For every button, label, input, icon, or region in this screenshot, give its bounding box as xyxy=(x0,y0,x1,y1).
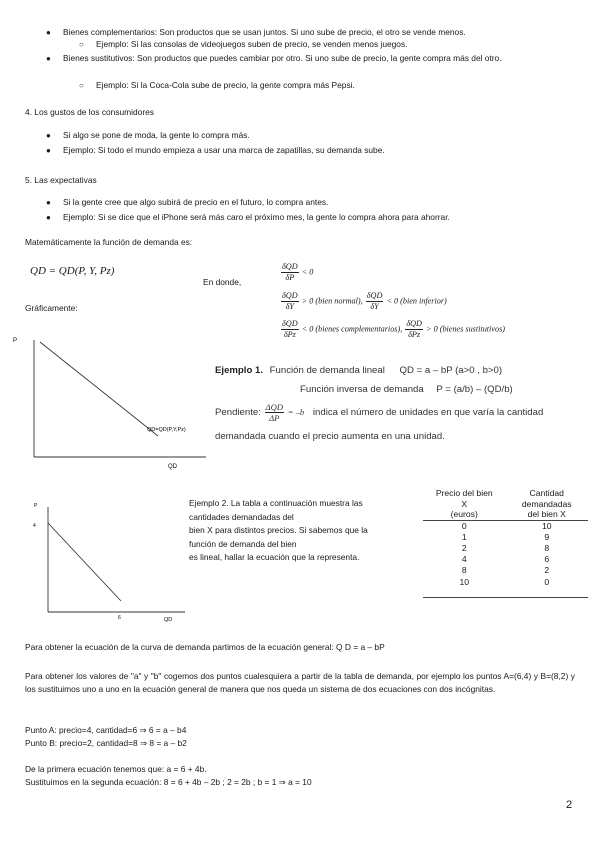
graph2-y-mark: 4 xyxy=(33,523,36,529)
primera-ecuacion: De la primera ecuación tenemos que: a = 6 + 4b. xyxy=(25,764,207,774)
header-price: Precio del bien X (euros) xyxy=(435,488,493,519)
demand-function: QD = QD(P, Y, Pz) xyxy=(30,265,115,277)
bullet-dot-icon: ● xyxy=(46,146,51,155)
section-5-item: Si la gente cree que algo subirá de precio en el futuro, lo compra antes. xyxy=(63,197,329,207)
ejemplo1-line3: Pendiente: $\frac{\text{ΔQD}}{\Delta P}$ = –b indica el número de unidades en que varía la cantidad xyxy=(215,402,544,423)
table-row: 4 6 xyxy=(461,554,550,565)
section-4-item: Si algo se pone de moda, la gente lo compra más. xyxy=(63,130,250,140)
punto-a: Punto A: precio=4, cantidad=6 ⇒ 6 = a – b4 xyxy=(25,725,187,735)
demand-curve xyxy=(48,523,121,601)
sub-bullet-circle-icon: ○ xyxy=(79,81,84,90)
demand-curve xyxy=(40,342,158,436)
bullet-dot-icon: ● xyxy=(46,54,51,63)
table-row: 8 2 xyxy=(461,565,550,576)
graph1-curve-label: QD=QD(P,Y,Pz) xyxy=(147,427,186,433)
table-row: 2 8 xyxy=(461,542,550,553)
section-5-title: 5. Las expectativas xyxy=(25,175,97,185)
condition-price: $\frac{\text{δQD}}{\delta P}$ < 0 xyxy=(282,262,314,282)
ejemplo1-line2: Función inversa de demanda P = (a/b) – (QD/b) xyxy=(300,384,513,395)
graph2-x-mark: 6 xyxy=(118,615,121,621)
graph1-x-label: QD xyxy=(168,464,177,470)
section-4-title: 4. Los gustos de los consumidores xyxy=(25,107,154,117)
condition-income: $\frac{\text{δQD}}{\delta Y}$ > 0 (bien normal), $\frac{\text{δQD}}{\delta Y}$ < 0 (bien inferior) xyxy=(282,291,447,311)
condition-related-goods: $\frac{\text{δQD}}{\text{δPz}}$ < 0 (bienes complementarios), $\frac{\text{δQD}}{\text{δPz}}$ > 0 (bienes sustitutivos) xyxy=(282,319,505,339)
ejemplo1-line4: demandada cuando el precio aumenta en una unidad. xyxy=(215,431,445,442)
sub-bullet-complementarios: Ejemplo: Si las consolas de videojuegos suben de precio, se venden menos juegos. xyxy=(96,39,408,49)
para-ecuacion-general: Para obtener la ecuación de la curva de demanda partimos de la ecuación general: Q D = a – bP xyxy=(25,642,385,652)
bullet-dot-icon: ● xyxy=(46,198,51,207)
graficamente-label: Gráficamente: xyxy=(25,303,78,313)
graph2-y-label: P xyxy=(34,503,38,509)
demand-table xyxy=(423,488,588,588)
page-number: 2 xyxy=(566,799,573,811)
section-5-item: Ejemplo: Si se dice que el iPhone será más caro el próximo mes, la gente lo compra ahora para ahorrar. xyxy=(63,212,450,222)
header-quantity: Cantidad demandadas del bien X xyxy=(521,488,572,519)
bullet-dot-icon: ● xyxy=(46,131,51,140)
demand-graph-1 xyxy=(0,330,215,478)
bullet-sustitutivos: Bienes sustitutivos: Son productos que puedes cambiar por otro. Si uno sube de precio, la gente compra más del otro. xyxy=(63,53,502,63)
punto-b: Punto B: precio=2, cantidad=8 ⇒ 8 = a – b2 xyxy=(25,738,187,748)
table-header xyxy=(423,488,588,520)
table-row: 0 10 xyxy=(423,520,588,532)
sustitucion: Sustituimos en la segunda ecuación: 8 = 6 + 4b – 2b ; 2 = 2b ; b = 1 ⇒ a = 10 xyxy=(25,777,312,787)
sub-bullet-circle-icon: ○ xyxy=(79,40,84,49)
bullet-dot-icon: ● xyxy=(46,28,51,37)
table-row: 1 9 xyxy=(461,531,550,542)
sub-bullet-sustitutivos: Ejemplo: Si la Coca-Cola sube de precio, la gente compra más Pepsi. xyxy=(96,80,355,90)
bullet-complementarios: Bienes complementarios: Son productos que se usan juntos. Si uno sube de precio, el otro se vende menos. xyxy=(63,27,466,37)
en-donde-label: En donde, xyxy=(203,277,242,287)
graph2-x-label: QD xyxy=(164,617,173,623)
demand-intro: Matemáticamente la función de demanda es: xyxy=(25,237,193,247)
section-4-item: Ejemplo: Si todo el mundo empieza a usar una marca de zapatillas, su demanda sube. xyxy=(63,145,385,155)
ejemplo1-line1: Ejemplo 1. Función de demanda lineal QD = a – bP (a>0 , b>0) xyxy=(215,365,503,376)
graph1-y-label: P xyxy=(13,338,18,344)
table-bottom-rule xyxy=(423,597,588,598)
ejemplo2-text: Ejemplo 2. La tabla a continuación muestra las cantidades demandadas del bien X para distintos precios. Si sabemos que la función de demanda del bien es lineal, hallar la ecuación que la representa. xyxy=(189,498,368,563)
table-row: 10 0 xyxy=(459,576,550,587)
bullet-dot-icon: ● xyxy=(46,213,51,222)
demand-graph-2 xyxy=(0,495,190,635)
para-puntos: Para obtener los valores de "a" y "b" cogemos dos puntos cualesquiera a partir de la tabla de demanda, por ejemplo los puntos A=(6,4) y B=(8,2) y los sustituimos uno a uno en la ecuación general de manera que nos queda un sistema de dos ecuaciones con dos incógnitas. xyxy=(25,671,575,694)
